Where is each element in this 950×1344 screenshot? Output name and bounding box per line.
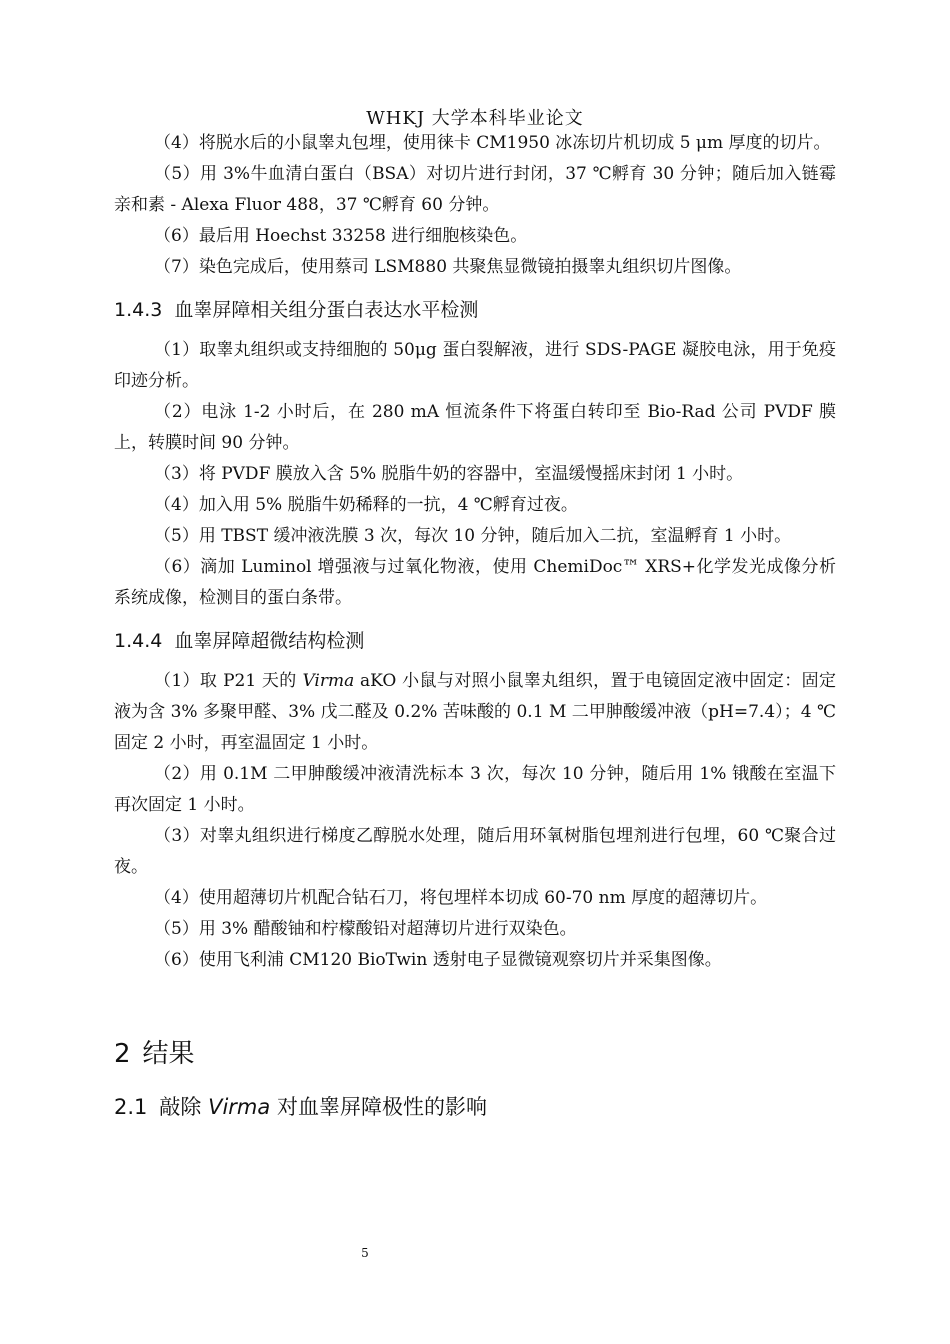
section-number: 1.4.4 [114, 630, 163, 652]
gene-name-italic: Virma [302, 671, 355, 691]
paragraph: （3）对睾丸组织进行梯度乙醇脱水处理，随后用环氧树脂包埋剂进行包埋，60 ℃聚合过夜。 [114, 826, 836, 877]
paragraph: （5）用 3%牛血清白蛋白（BSA）对切片进行封闭，37 ℃孵育 30 分钟；随后加入链霉亲和素 - Alexa Fluor 488，37 ℃孵育 60 分钟。 [114, 164, 836, 215]
text-run: 敲除 [159, 1095, 209, 1119]
paragraph: （4）使用超薄切片机配合钻石刀，将包埋样本切成 60-70 nm 厚度的超薄切片。 [154, 888, 768, 908]
paragraph: （5）用 3% 醋酸铀和柠檬酸铅对超薄切片进行双染色。 [154, 919, 577, 939]
chapter-heading-2 [114, 1034, 836, 1074]
paragraph: （4）将脱水后的小鼠睾丸包埋，使用徕卡 CM1950 冰冻切片机切成 5 μm 厚度的切片。 [154, 133, 831, 153]
paragraph: （5）用 TBST 缓冲液洗膜 3 次，每次 10 分钟，随后加入二抗，室温孵育 1 小时。 [154, 526, 792, 546]
page-header: WHKJ 大学本科毕业论文 [366, 108, 584, 129]
section-title: 血睾屏障相关组分蛋白表达水平检测 [174, 299, 479, 321]
section-title: 血睾屏障超微结构检测 [174, 630, 365, 652]
document-body [114, 128, 836, 1124]
section-number: 1.4.3 [114, 299, 163, 321]
paragraph [114, 666, 836, 759]
gene-name-italic: Virma [208, 1095, 271, 1119]
text-run: aKO 小鼠与对照小鼠睾丸组织，置于电镜固定液中固定：固定液为含 3% 多聚甲醛、3% 戊二醛及 0.2% 苦味酸的 0.1 M 二甲胂酸缓冲液（pH=7.4）；4 ℃固定 2 小时，再室温固定 1 小时。 [114, 671, 836, 753]
paragraph: （2）电泳 1-2 小时后，在 280 mA 恒流条件下将蛋白转印至 Bio-Rad 公司 PVDF 膜上，转膜时间 90 分钟。 [114, 402, 836, 453]
section-heading-1-4-4 [114, 626, 836, 656]
paragraph: （6）最后用 Hoechst 33258 进行细胞核染色。 [154, 226, 528, 246]
section-heading-2-1 [114, 1090, 836, 1124]
paragraph: （6）滴加 Luminol 增强液与过氧化物液，使用 ChemiDoc™ XRS+化学发光成像分析系统成像，检测目的蛋白条带。 [114, 557, 836, 608]
paragraph: （3）将 PVDF 膜放入含 5% 脱脂牛奶的容器中，室温缓慢摇床封闭 1 小时。 [154, 464, 744, 484]
text-run: 对血睾屏障极性的影响 [270, 1095, 487, 1119]
paragraph: （1）取睾丸组织或支持细胞的 50μg 蛋白裂解液，进行 SDS-PAGE 凝胶电泳，用于免疫印迹分析。 [114, 340, 836, 391]
page-number: 5 [361, 1246, 369, 1260]
paragraph: （4）加入用 5% 脱脂牛奶稀释的一抗，4 ℃孵育过夜。 [154, 495, 578, 515]
chapter-number: 2 [114, 1039, 131, 1069]
chapter-title: 结果 [142, 1039, 195, 1069]
section-number: 2.1 [114, 1095, 148, 1119]
text-run: （1）取 P21 天的 [154, 671, 303, 691]
section-heading-1-4-3 [114, 295, 836, 325]
paragraph: （7）染色完成后，使用蔡司 LSM880 共聚焦显微镜拍摄睾丸组织切片图像。 [154, 257, 742, 277]
paragraph: （6）使用飞利浦 CM120 BioTwin 透射电子显微镜观察切片并采集图像。 [154, 950, 722, 970]
paragraph: （2）用 0.1M 二甲胂酸缓冲液清洗标本 3 次，每次 10 分钟，随后用 1% 锇酸在室温下再次固定 1 小时。 [114, 764, 836, 815]
